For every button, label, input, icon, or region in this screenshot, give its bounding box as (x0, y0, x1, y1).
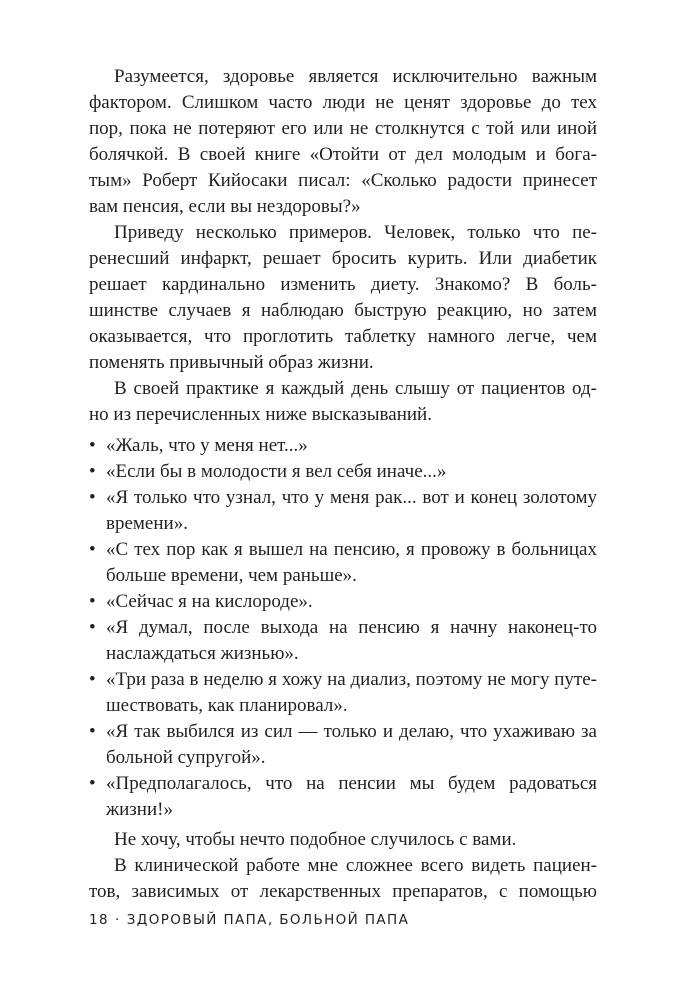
list-item-text: «Я думал, после выхода на пенсию я начну наконец-то (106, 617, 597, 638)
list-item-text: шествовать, как планировал». (106, 695, 348, 716)
list-item-text: «Жаль, что у меня нет...» (106, 435, 308, 456)
page-number: 18 (89, 912, 109, 928)
bullet-icon: • (89, 721, 96, 742)
list-item (89, 589, 597, 615)
list-item-text: «С тех пор как я вышел на пенсию, я провожу в больницах (106, 539, 597, 560)
text-line: болячкой. В своей книге «Отойти от дел молодым и бога- (89, 144, 597, 165)
list-item (89, 433, 597, 459)
bullet-icon: • (89, 591, 96, 612)
text-line: Не хочу, чтобы нечто подобное случилось с вами. (114, 829, 517, 850)
text-line: но из перечисленных ниже высказываний. (89, 404, 432, 425)
bullet-icon: • (89, 669, 96, 690)
text-line: фактором. Слишком часто люди не ценят здоровье до тех (89, 92, 597, 113)
text-line: вам пенсия, если вы нездоровы?» (89, 196, 361, 217)
bullet-icon: • (89, 487, 96, 508)
list-item-text: времени». (106, 513, 188, 534)
paragraph-clinical (89, 853, 597, 905)
list-item-text: «Я так выбился из сил — только и делаю, что ухаживаю за (106, 721, 597, 742)
paragraph-examples (89, 220, 597, 376)
text-line: оказывается, что проглотить таблетку намного легче, чем (89, 326, 597, 347)
list-item-text: «Предполагалось, что на пенсии мы будем радоваться (106, 773, 597, 794)
bullet-icon: • (89, 539, 96, 560)
text-line: шинстве случаев я наблюдаю быструю реакцию, но затем (89, 300, 597, 321)
list-item-text: наслаждаться жизнью». (106, 643, 299, 664)
list-item-text: «Сейчас я на кислороде». (106, 591, 313, 612)
text-line: ренесший инфаркт, решает бросить курить. Или диабетик (89, 248, 597, 269)
running-title: ЗДОРОВЫЙ ПАПА, БОЛЬНОЙ ПАПА (126, 912, 410, 928)
text-line: поменять привычный образ жизни. (89, 352, 374, 373)
list-item (89, 459, 597, 485)
list-item-text: «Я только что узнал, что у меня рак... вот и конец золотому (106, 487, 597, 508)
text-line: тов, зависимых от лекарственных препаратов, с помощью (89, 881, 597, 902)
list-item-text: «Три раза в неделю я хожу на диализ, поэтому не могу путе- (106, 669, 597, 690)
list-item (89, 537, 597, 589)
text-line: В клинической работе мне сложнее всего видеть пациен- (114, 855, 597, 876)
paragraph-health (89, 64, 597, 220)
text-line: решает кардинально изменить диету. Знакомо? В боль- (89, 274, 597, 295)
text-line: пор, пока не потеряют его или не столкнутся с той или иной (89, 118, 597, 139)
list-item (89, 719, 597, 771)
page-body (89, 64, 597, 905)
footer-separator: · (114, 912, 121, 928)
quote-list (89, 433, 597, 823)
list-item-text: больше времени, чем раньше». (106, 565, 357, 586)
text-line: тым» Роберт Кийосаки писал: «Сколько радости принесет (89, 170, 597, 191)
list-item-text: «Если бы в молодости я вел себя иначе...» (106, 461, 447, 482)
bullet-icon: • (89, 773, 96, 794)
list-item (89, 667, 597, 719)
paragraph-wish (89, 827, 597, 853)
bullet-icon: • (89, 461, 96, 482)
list-item (89, 485, 597, 537)
list-item-text: жизни!» (106, 799, 173, 820)
bullet-icon: • (89, 617, 96, 638)
bullet-icon: • (89, 435, 96, 456)
list-item-text: больной супругой». (106, 747, 266, 768)
page-footer (89, 912, 409, 928)
text-line: В своей практике я каждый день слышу от пациентов од- (114, 378, 597, 399)
text-line: Разумеется, здоровье является исключительно важным (114, 66, 597, 87)
text-line: Приведу несколько примеров. Человек, только что пе- (114, 222, 597, 243)
list-item (89, 771, 597, 823)
paragraph-practice (89, 376, 597, 428)
list-item (89, 615, 597, 667)
